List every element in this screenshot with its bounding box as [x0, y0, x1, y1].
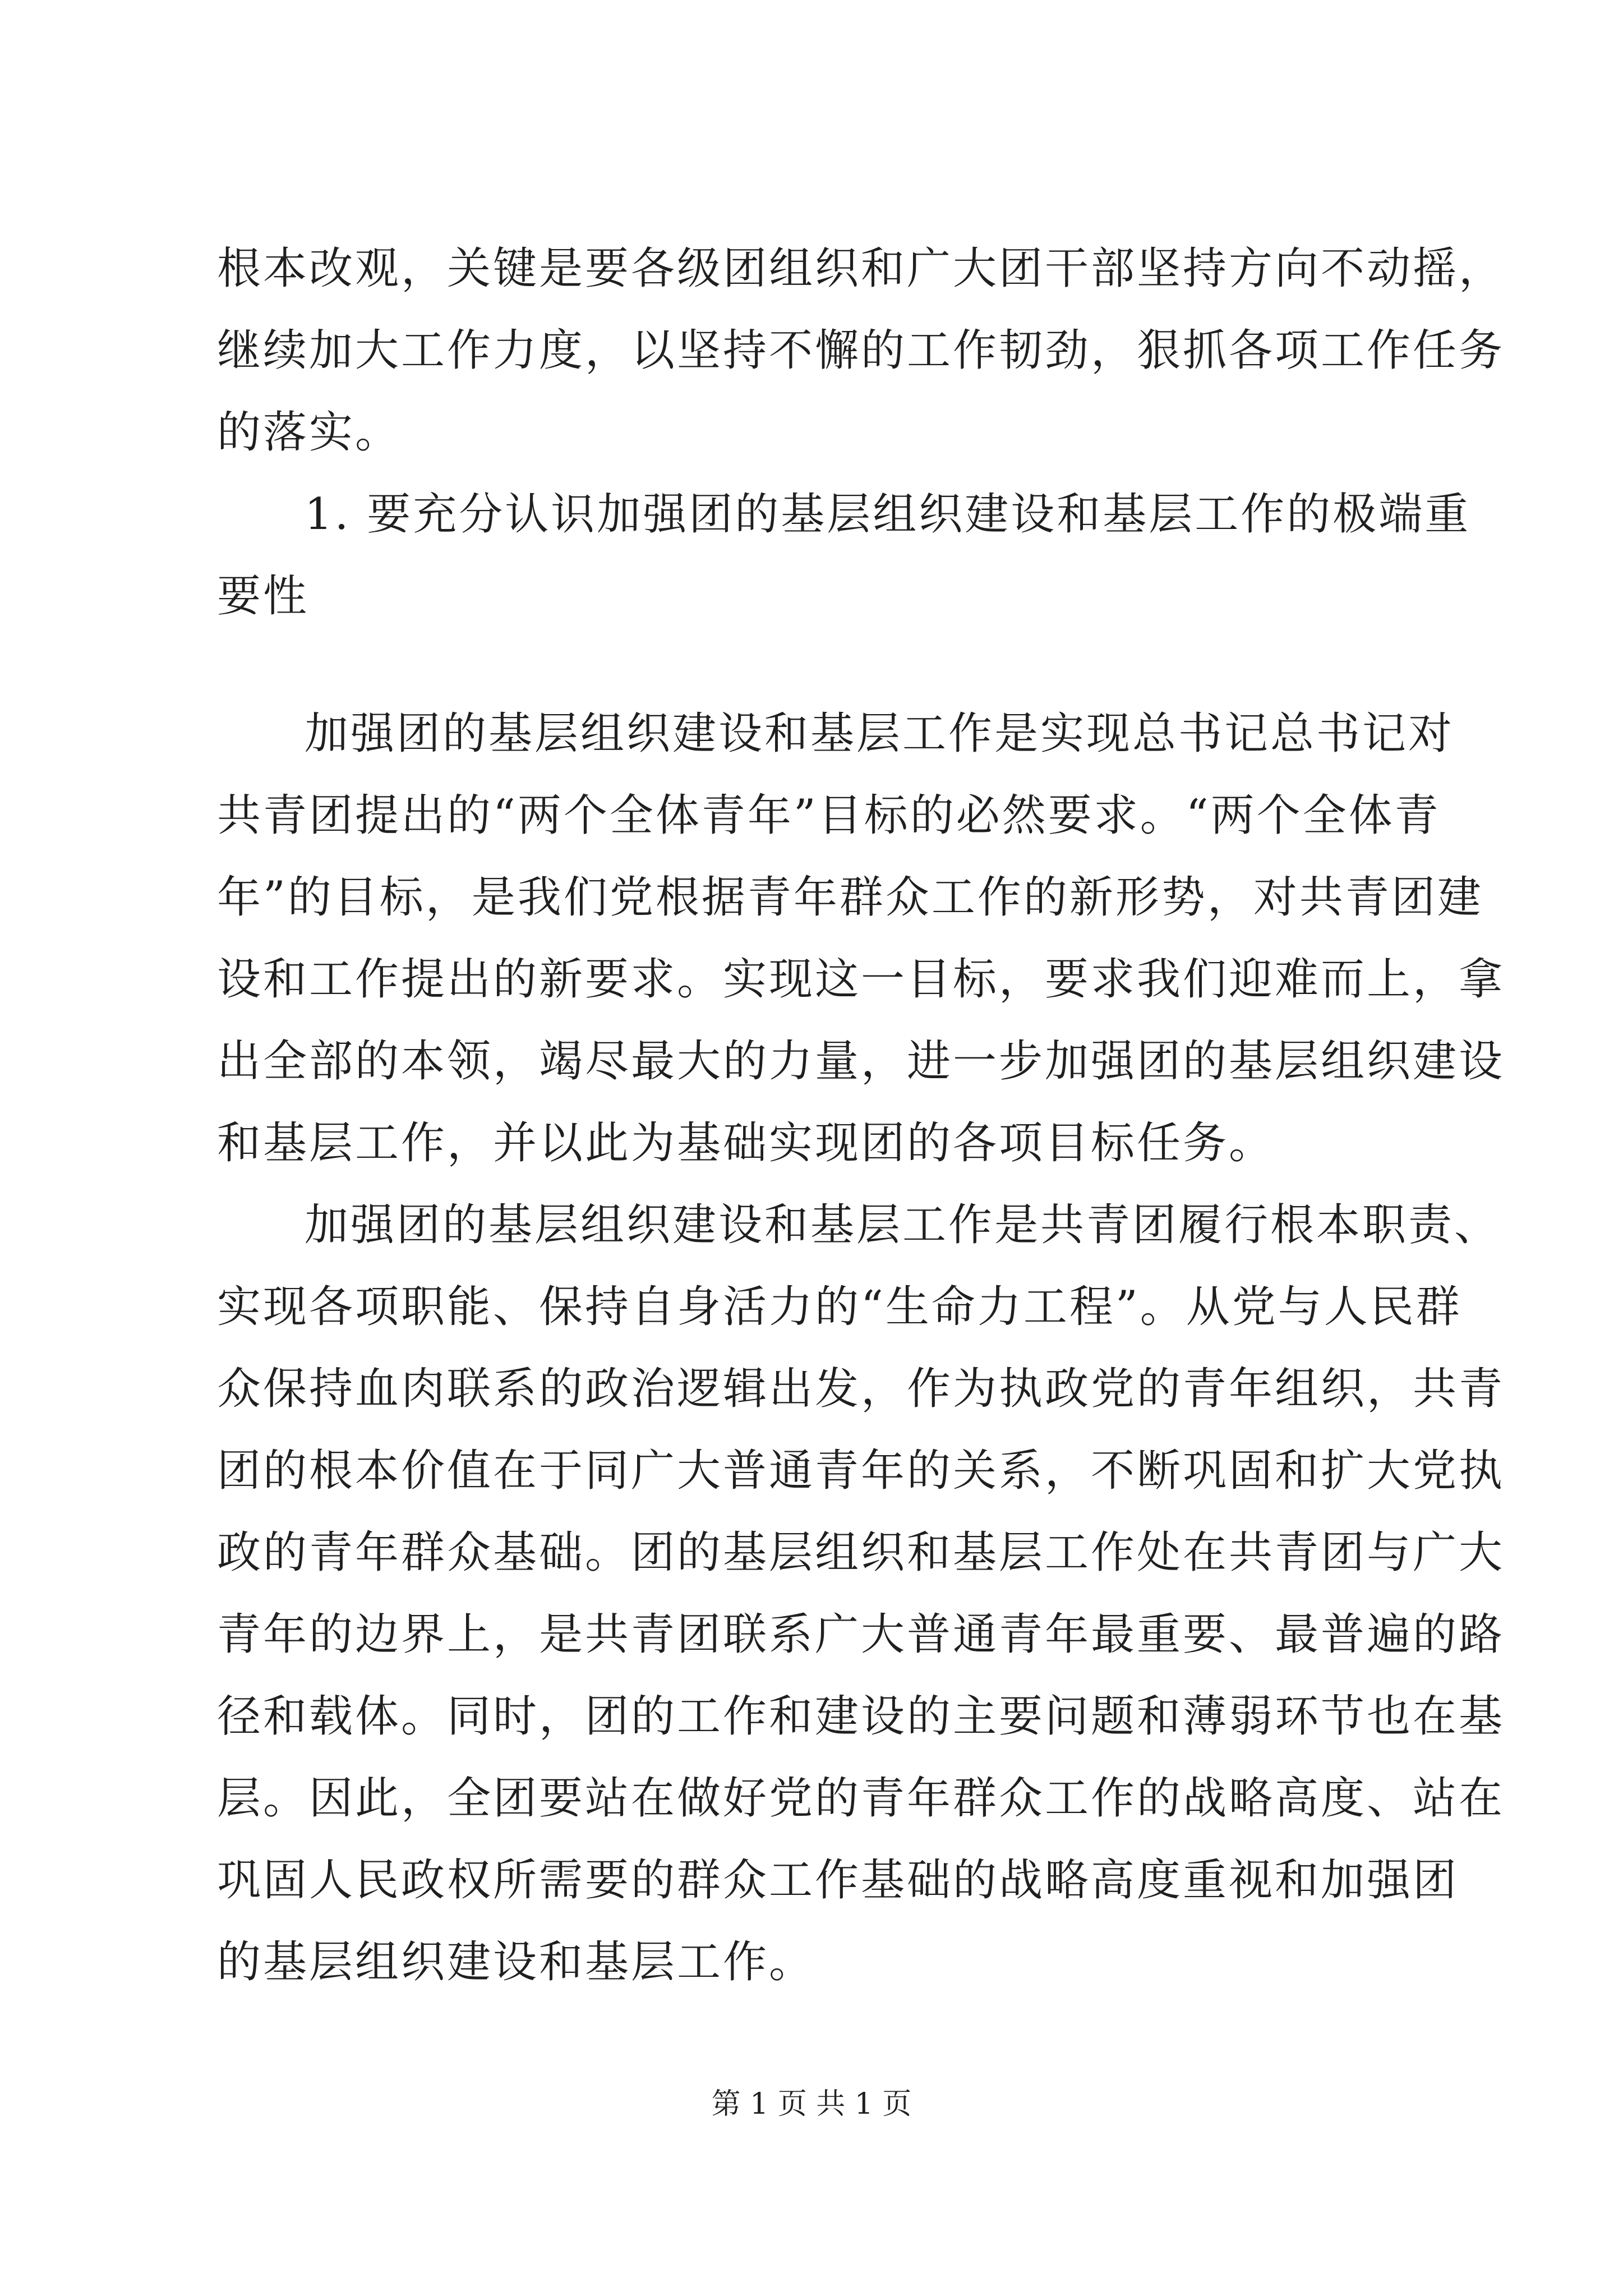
paragraph-3-line-4: 团的根本价值在于同广大普通青年的关系，不断巩固和扩大党执	[217, 1446, 1505, 1496]
paragraph-3-line-1: 加强团的基层组织建设和基层工作是共青团履行根本职责、	[305, 1200, 1501, 1250]
paragraph-3-line-2: 实现各项职能、保持自身活力的“生命力工程”。从党与人民群	[217, 1282, 1462, 1332]
paragraph-2-line-2: 共青团提出的“两个全体青年”目标的必然要求。“两个全体青	[217, 790, 1441, 841]
paragraph-2-line-5: 出全部的本领，竭尽最大的力量，进一步加强团的基层组织建设	[217, 1036, 1505, 1087]
paragraph-3-line-5: 政的青年群众基础。团的基层组织和基层工作处在共青团与广大	[217, 1527, 1505, 1578]
paragraph-2-line-4: 设和工作提出的新要求。实现这一目标，要求我们迎难而上，拿	[217, 954, 1505, 1005]
paragraph-3-line-3: 众保持血肉联系的政治逻辑出发，作为执政党的青年组织，共青	[217, 1364, 1505, 1414]
heading-1-line-1: 1. 要充分认识加强团的基层组织建设和基层工作的极端重	[305, 489, 1471, 540]
paragraph-3-line-8: 层。因此，全团要站在做好党的青年群众工作的战略高度、站在	[217, 1773, 1505, 1824]
heading-1-line-2: 要性	[217, 571, 310, 622]
paragraph-2-line-6: 和基层工作，并以此为基础实现团的各项目标任务。	[217, 1118, 1275, 1168]
paragraph-1-line-1: 根本改观，关键是要各级团组织和广大团干部坚持方向不动摇，	[217, 243, 1505, 294]
page-footer: 第 1 页 共 1 页	[711, 2087, 912, 2121]
paragraph-1-line-3: 的落实。	[217, 407, 402, 458]
paragraph-2-line-1: 加强团的基层组织建设和基层工作是实现总书记总书记对	[305, 708, 1455, 759]
paragraph-3-line-6: 青年的边界上，是共青团联系广大普通青年最重要、最普遍的路	[217, 1609, 1505, 1660]
paragraph-3-line-7: 径和载体。同时，团的工作和建设的主要问题和薄弱环节也在基	[217, 1691, 1505, 1742]
paragraph-1-line-2: 继续加大工作力度，以坚持不懈的工作韧劲，狠抓各项工作任务	[217, 325, 1505, 376]
paragraph-3-line-10: 的基层组织建设和基层工作。	[217, 1937, 815, 1987]
paragraph-2-line-3: 年”的目标，是我们党根据青年群众工作的新形势，对共青团建	[217, 872, 1483, 923]
paragraph-3-line-9: 巩固人民政权所需要的群众工作基础的战略高度重视和加强团	[217, 1855, 1459, 1906]
